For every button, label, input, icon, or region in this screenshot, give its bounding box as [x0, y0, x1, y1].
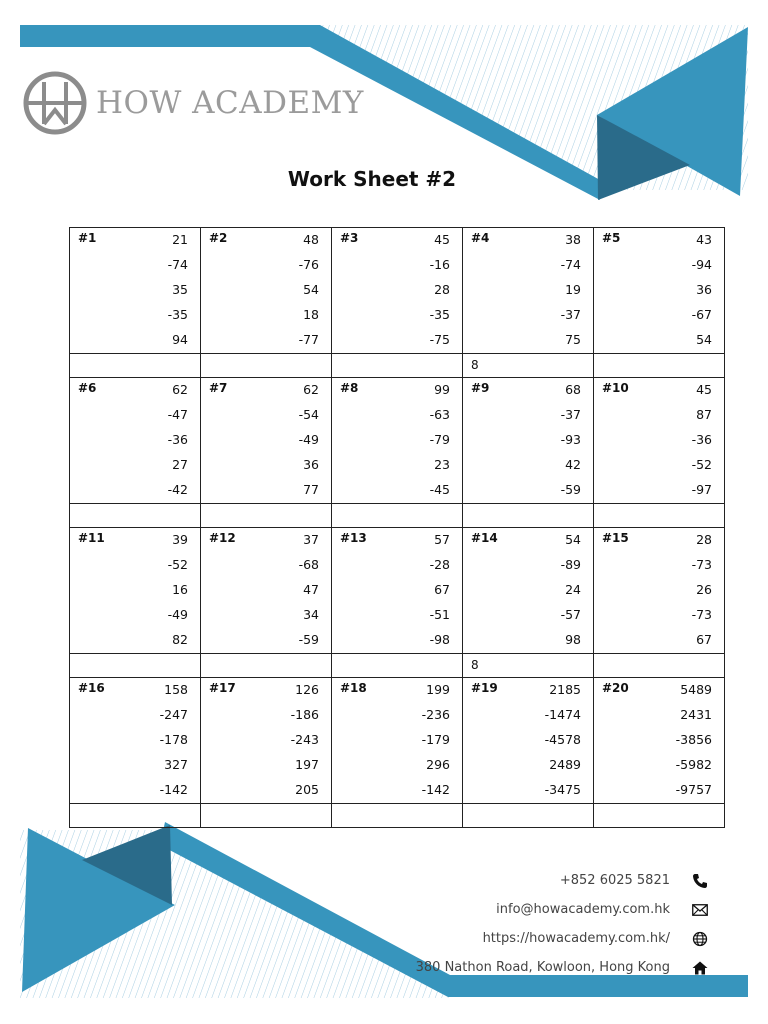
problem-value: -5982	[675, 757, 712, 772]
problem-value: 42	[565, 457, 581, 472]
problem-number: #9	[471, 381, 490, 395]
problem-values	[160, 677, 188, 802]
answer-cell[interactable]	[70, 354, 201, 378]
globe-icon	[688, 929, 712, 949]
problem-value: 45	[696, 382, 712, 397]
problem-values	[422, 677, 450, 802]
problem-cell	[201, 528, 332, 654]
problem-value: -45	[429, 482, 450, 497]
answer-cell[interactable]	[70, 804, 201, 828]
problem-cell	[201, 378, 332, 504]
problem-value: -79	[429, 432, 450, 447]
problem-number: #19	[471, 681, 498, 695]
problem-value: -73	[691, 607, 712, 622]
problem-value: 21	[172, 232, 188, 247]
problem-cell	[463, 228, 594, 354]
problem-value: -73	[691, 557, 712, 572]
problem-cell	[332, 678, 463, 804]
answer-value	[332, 811, 340, 815]
problem-number: #6	[78, 381, 97, 395]
answer-cell[interactable]	[70, 654, 201, 678]
brand-logo	[22, 70, 364, 136]
problem-cell	[594, 528, 725, 654]
problem-value: 2431	[680, 707, 712, 722]
problem-value: 47	[303, 582, 319, 597]
problem-cell	[594, 678, 725, 804]
how-academy-logo-icon	[22, 70, 88, 136]
problem-value: -75	[429, 332, 450, 347]
problem-value: -28	[429, 557, 450, 572]
problem-cell	[594, 228, 725, 354]
problem-value: 98	[565, 632, 581, 647]
problem-value: -49	[298, 432, 319, 447]
answer-value	[594, 511, 602, 515]
answer-cell[interactable]	[463, 804, 594, 828]
answer-cell[interactable]	[201, 354, 332, 378]
problem-value: 62	[303, 382, 319, 397]
problem-values	[168, 527, 188, 652]
problem-number: #3	[340, 231, 359, 245]
answer-value: 8	[471, 658, 479, 672]
problem-value: -89	[560, 557, 581, 572]
problem-values	[692, 377, 712, 502]
problem-value: 199	[426, 682, 450, 697]
problem-value: -37	[560, 407, 581, 422]
problem-value: -247	[159, 707, 188, 722]
brand-name: HOW ACADEMY	[96, 85, 364, 121]
problem-value: 82	[172, 632, 188, 647]
problem-value: -93	[560, 432, 581, 447]
problem-value: -35	[429, 307, 450, 322]
problem-value: 39	[172, 532, 188, 547]
problem-value: -178	[159, 732, 188, 747]
problem-value: 62	[172, 382, 188, 397]
answer-cell[interactable]	[463, 504, 594, 528]
problem-value: -57	[560, 607, 581, 622]
answer-cell[interactable]	[70, 504, 201, 528]
problem-value: 45	[434, 232, 450, 247]
answer-row	[70, 804, 725, 828]
problem-number: #10	[602, 381, 629, 395]
problem-value: 16	[172, 582, 188, 597]
problem-value: -63	[429, 407, 450, 422]
problem-value: -3475	[544, 782, 581, 797]
problem-value: -35	[167, 307, 188, 322]
problem-value: -77	[298, 332, 319, 347]
problem-cell	[70, 378, 201, 504]
problem-value: -3856	[675, 732, 712, 747]
problem-cell	[463, 528, 594, 654]
problem-value: 67	[696, 632, 712, 647]
answer-value	[201, 661, 209, 665]
problem-value: 36	[303, 457, 319, 472]
problem-value: 94	[172, 332, 188, 347]
problem-row	[70, 378, 725, 504]
problem-value: -98	[429, 632, 450, 647]
answer-value	[70, 811, 78, 815]
answer-value	[70, 361, 78, 365]
problem-value: 34	[303, 607, 319, 622]
problem-values	[168, 377, 188, 502]
problem-value: 23	[434, 457, 450, 472]
problem-value: -36	[167, 432, 188, 447]
problem-value: 77	[303, 482, 319, 497]
answer-value	[332, 361, 340, 365]
problem-number: #7	[209, 381, 228, 395]
envelope-icon	[688, 900, 712, 920]
problem-value: -52	[167, 557, 188, 572]
problem-cell	[332, 228, 463, 354]
problem-value: 18	[303, 307, 319, 322]
problem-value: 19	[565, 282, 581, 297]
problem-value: 5489	[680, 682, 712, 697]
problem-values	[168, 227, 188, 352]
answer-value	[201, 361, 209, 365]
home-icon	[688, 958, 712, 978]
contact-text: +852 6025 5821	[559, 873, 670, 888]
answer-cell[interactable]	[463, 654, 594, 678]
contact-info	[416, 866, 712, 982]
answer-value: 8	[471, 358, 479, 372]
problem-values	[545, 677, 581, 802]
problem-value: 37	[303, 532, 319, 547]
answer-cell[interactable]	[201, 654, 332, 678]
problem-cell	[332, 528, 463, 654]
problem-value: -49	[167, 607, 188, 622]
problem-row	[70, 528, 725, 654]
problem-value: -59	[298, 632, 319, 647]
problem-value: -97	[691, 482, 712, 497]
problem-value: 68	[565, 382, 581, 397]
answer-row	[70, 654, 725, 678]
problem-values	[430, 377, 450, 502]
worksheet-table	[69, 227, 725, 828]
problem-cell	[463, 678, 594, 804]
contact-text: 380 Nathon Road, Kowloon, Hong Kong	[415, 960, 670, 975]
answer-value	[594, 661, 602, 665]
problem-values	[299, 227, 319, 352]
problem-cell	[70, 228, 201, 354]
problem-value: 67	[434, 582, 450, 597]
problem-number: #16	[78, 681, 105, 695]
answer-row	[70, 504, 725, 528]
problem-number: #8	[340, 381, 359, 395]
problem-value: -9757	[675, 782, 712, 797]
problem-number: #17	[209, 681, 236, 695]
problem-values	[561, 377, 581, 502]
problem-value: -42	[167, 482, 188, 497]
contact-text[interactable]: https://howacademy.com.hk/	[482, 931, 670, 946]
problem-values	[299, 377, 319, 502]
problem-number: #12	[209, 531, 236, 545]
problem-value: -186	[290, 707, 319, 722]
problem-value: -243	[290, 732, 319, 747]
problem-number: #5	[602, 231, 621, 245]
answer-value	[201, 811, 209, 815]
problem-values	[299, 527, 319, 652]
problem-value: -236	[421, 707, 450, 722]
problem-value: 57	[434, 532, 450, 547]
answer-cell[interactable]	[332, 654, 463, 678]
answer-cell[interactable]	[594, 504, 725, 528]
answer-cell[interactable]	[332, 354, 463, 378]
problem-value: 2489	[549, 757, 581, 772]
problem-values	[692, 227, 712, 352]
problem-value: 99	[434, 382, 450, 397]
problem-value: 296	[426, 757, 450, 772]
answer-cell[interactable]	[594, 804, 725, 828]
answer-value	[201, 511, 209, 515]
problem-number: #4	[471, 231, 490, 245]
answer-value	[332, 511, 340, 515]
problem-value: 87	[696, 407, 712, 422]
answer-cell[interactable]	[332, 804, 463, 828]
problem-value: 205	[295, 782, 319, 797]
answer-cell[interactable]	[594, 354, 725, 378]
contact-row	[416, 895, 712, 924]
answer-cell[interactable]	[594, 654, 725, 678]
problem-value: -4578	[544, 732, 581, 747]
problem-values	[561, 227, 581, 352]
problem-number: #1	[78, 231, 97, 245]
problem-value: -142	[159, 782, 188, 797]
problem-number: #2	[209, 231, 228, 245]
problem-value: 26	[696, 582, 712, 597]
problem-values	[676, 677, 712, 802]
problem-cell	[463, 378, 594, 504]
problem-value: 75	[565, 332, 581, 347]
contact-row	[416, 866, 712, 895]
problem-values	[692, 527, 712, 652]
problem-value: -76	[298, 257, 319, 272]
problem-value: -179	[421, 732, 450, 747]
problem-row	[70, 228, 725, 354]
problem-values	[430, 227, 450, 352]
problem-value: -74	[167, 257, 188, 272]
answer-value	[594, 361, 602, 365]
problem-value: -51	[429, 607, 450, 622]
problem-value: 48	[303, 232, 319, 247]
problem-value: -142	[421, 782, 450, 797]
answer-value	[463, 511, 471, 515]
problem-value: 35	[172, 282, 188, 297]
problem-value: 2185	[549, 682, 581, 697]
problem-number: #15	[602, 531, 629, 545]
answer-value	[70, 511, 78, 515]
problem-value: 54	[303, 282, 319, 297]
answer-value	[463, 811, 471, 815]
contact-text[interactable]: info@howacademy.com.hk	[496, 902, 670, 917]
problem-value: 327	[164, 757, 188, 772]
problem-value: 27	[172, 457, 188, 472]
problem-value: -74	[560, 257, 581, 272]
answer-value	[332, 661, 340, 665]
problem-value: 24	[565, 582, 581, 597]
answer-cell[interactable]	[332, 504, 463, 528]
contact-row	[416, 953, 712, 982]
page-title: Work Sheet #2	[287, 167, 457, 191]
problem-value: 54	[565, 532, 581, 547]
problem-value: 43	[696, 232, 712, 247]
problem-number: #11	[78, 531, 105, 545]
problem-number: #20	[602, 681, 629, 695]
problem-value: -94	[691, 257, 712, 272]
answer-cell[interactable]	[463, 354, 594, 378]
problem-values	[430, 527, 450, 652]
problem-number: #18	[340, 681, 367, 695]
contact-row	[416, 924, 712, 953]
problem-value: 38	[565, 232, 581, 247]
problem-value: -52	[691, 457, 712, 472]
answer-value	[594, 811, 602, 815]
problem-cell	[594, 378, 725, 504]
problem-value: 54	[696, 332, 712, 347]
problem-value: -1474	[544, 707, 581, 722]
problem-value: 197	[295, 757, 319, 772]
answer-row	[70, 354, 725, 378]
problem-value: 28	[434, 282, 450, 297]
problem-value: -16	[429, 257, 450, 272]
problem-row	[70, 678, 725, 804]
problem-cell	[70, 528, 201, 654]
problem-value: 28	[696, 532, 712, 547]
problem-value: -67	[691, 307, 712, 322]
problem-values	[291, 677, 319, 802]
answer-cell[interactable]	[201, 804, 332, 828]
problem-value: 126	[295, 682, 319, 697]
problem-values	[561, 527, 581, 652]
problem-cell	[201, 678, 332, 804]
answer-value	[70, 661, 78, 665]
problem-value: -36	[691, 432, 712, 447]
problem-value: -37	[560, 307, 581, 322]
problem-value: -59	[560, 482, 581, 497]
phone-icon	[688, 871, 712, 891]
answer-cell[interactable]	[201, 504, 332, 528]
problem-cell	[332, 378, 463, 504]
problem-value: 158	[164, 682, 188, 697]
problem-value: -47	[167, 407, 188, 422]
problem-number: #14	[471, 531, 498, 545]
problem-value: -68	[298, 557, 319, 572]
problem-cell	[70, 678, 201, 804]
problem-number: #13	[340, 531, 367, 545]
problem-value: 36	[696, 282, 712, 297]
problem-cell	[201, 228, 332, 354]
problem-value: -54	[298, 407, 319, 422]
